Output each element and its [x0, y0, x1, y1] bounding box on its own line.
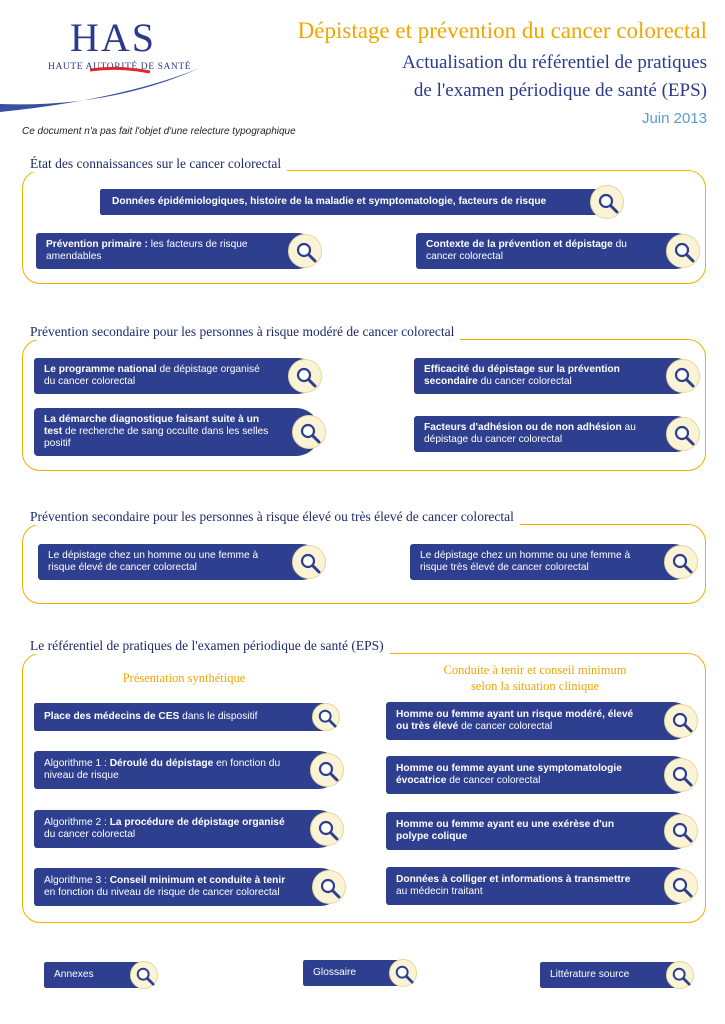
pill-label	[48, 550, 272, 574]
pill-epidemiology[interactable]	[100, 189, 618, 215]
pill-label-part: Le dépistage chez un homme ou une femme à risque très élevé de cancer colorectal	[420, 550, 631, 573]
magnifier-icon[interactable]	[590, 185, 624, 219]
pill-risk-situation[interactable]	[386, 702, 692, 740]
pill-label-part: Homme ou femme ayant un risque modéré, élevé ou très élevé	[396, 709, 634, 732]
pill-label-part: La démarche diagnostique faisant suite à un test	[44, 414, 260, 437]
source-literature-button[interactable]	[540, 962, 690, 988]
magnifier-icon[interactable]	[312, 870, 346, 904]
pill-adherence-factors[interactable]	[414, 416, 694, 452]
magnifier-icon[interactable]	[130, 961, 158, 989]
section-high-risk-title: Prévention secondaire pour les personnes à risque élevé ou très élevé de cancer colorectal	[24, 509, 520, 525]
magnifier-icon[interactable]	[312, 703, 340, 731]
column-right-title	[410, 662, 660, 694]
magnifier-icon[interactable]	[664, 704, 698, 738]
pill-label	[44, 758, 290, 782]
pill-polyp-excision[interactable]	[386, 812, 692, 850]
pill-symptomatology[interactable]	[386, 756, 692, 794]
pill-algorithm-3[interactable]	[34, 868, 340, 906]
page-title: Dépistage et prévention du cancer colorectal	[297, 18, 707, 43]
pill-label	[44, 364, 268, 388]
pill-diagnostic-approach[interactable]	[34, 408, 320, 456]
pill-high-risk-screening[interactable]	[38, 544, 320, 580]
pill-label-part: du cancer colorectal	[44, 829, 136, 840]
pill-label	[396, 763, 644, 787]
pill-label-part: de cancer colorectal	[458, 721, 553, 732]
pill-label-part: Facteurs d'adhésion ou de non adhésion	[424, 422, 622, 433]
logo-subtitle: HAUTE AUTORITÉ DE SANTÉ	[48, 62, 192, 72]
magnifier-icon[interactable]	[389, 959, 417, 987]
magnifier-icon[interactable]	[666, 234, 700, 268]
publication-date: Juin 2013	[641, 110, 707, 127]
pill-label	[112, 196, 570, 208]
pill-ces-doctors[interactable]	[34, 703, 336, 731]
magnifier-icon[interactable]	[288, 359, 322, 393]
pill-label	[396, 709, 644, 733]
pill-national-program[interactable]	[34, 358, 316, 394]
logo-letters: HAS	[70, 15, 157, 60]
pill-label	[396, 819, 644, 843]
pill-label	[313, 967, 365, 979]
pill-label-part: Littérature source	[550, 969, 630, 980]
pill-label	[550, 969, 642, 981]
magnifier-icon[interactable]	[664, 869, 698, 903]
pill-label-part: Place des médecins de CES	[44, 711, 180, 722]
pill-label	[44, 414, 272, 450]
pill-context[interactable]	[416, 233, 694, 269]
pill-label	[54, 969, 106, 981]
pill-label-part: en fonction du niveau de risque	[44, 758, 281, 781]
pill-label	[420, 550, 644, 574]
pill-label-part: Homme ou femme ayant eu une exérèse d'un polype colique	[396, 819, 615, 842]
annexes-button[interactable]	[44, 962, 154, 988]
page-subtitle-line2: de l'examen périodique de santé (EPS)	[413, 80, 707, 101]
pill-label-part: au dépistage du cancer colorectal	[424, 422, 636, 445]
pill-label-part: Algorithme 3 :	[44, 875, 110, 886]
pill-label-part: Déroulé du dépistage	[109, 758, 214, 769]
magnifier-icon[interactable]	[310, 753, 344, 787]
magnifier-icon[interactable]	[292, 415, 326, 449]
magnifier-icon[interactable]	[666, 359, 700, 393]
pill-label-part: Données à colliger et informations à transmettre	[396, 874, 631, 885]
magnifier-icon[interactable]	[666, 417, 700, 451]
section-eps-reference-title: Le référentiel de pratiques de l'examen périodique de santé (EPS)	[24, 638, 390, 654]
pill-label-part: de dépistage organisé du cancer colorectal	[44, 364, 260, 387]
pill-label-part: Efficacité du dépistage sur la prévention secondaire	[424, 364, 620, 387]
pill-label-part: de cancer colorectal	[446, 775, 541, 786]
pill-label-part: du cancer colorectal	[426, 239, 627, 262]
pill-label-part: du cancer colorectal	[477, 376, 572, 387]
glossary-button[interactable]	[303, 960, 413, 986]
pill-label	[44, 817, 290, 841]
pill-label-part: Glossaire	[313, 967, 357, 978]
pill-label	[424, 422, 646, 446]
pill-primary-prevention[interactable]	[36, 233, 316, 269]
column-right-title-line1: Conduite à tenir et conseil minimum	[443, 663, 627, 677]
pill-label-part: Le dépistage chez un homme ou une femme à risque élevé de cancer colorectal	[48, 550, 259, 573]
typography-note: Ce document n'a pas fait l'objet d'une relecture typographique	[22, 126, 296, 137]
pill-label-part: Données épidémiologiques, histoire de la maladie et symptomatologie, facteurs de risque	[112, 196, 547, 207]
magnifier-icon[interactable]	[664, 545, 698, 579]
pill-label	[426, 239, 646, 263]
pill-label-part: Prévention primaire :	[46, 239, 151, 250]
pill-label-part: La procédure de dépistage organisé	[109, 817, 285, 828]
pill-label	[44, 711, 288, 723]
pill-very-high-risk-screening[interactable]	[410, 544, 692, 580]
pill-label	[44, 875, 292, 899]
pill-label-part: Le programme national	[44, 364, 157, 375]
pill-label	[424, 364, 646, 388]
magnifier-icon[interactable]	[666, 961, 694, 989]
pill-label	[46, 239, 268, 263]
magnifier-icon[interactable]	[664, 814, 698, 848]
pill-label-part: les facteurs de risque amendables	[46, 239, 248, 262]
pill-label-part: dans le dispositif	[179, 711, 258, 722]
column-right-title-line2: selon la situation clinique	[470, 679, 600, 693]
pill-algorithm-2[interactable]	[34, 810, 338, 848]
section-knowledge-title: État des connaissances sur le cancer colorectal	[24, 156, 287, 172]
section-moderate-risk-title: Prévention secondaire pour les personnes à risque modéré de cancer colorectal	[24, 324, 460, 340]
pill-label-part: Algorithme 2 :	[44, 817, 110, 828]
magnifier-icon[interactable]	[288, 234, 322, 268]
pill-algorithm-1[interactable]	[34, 751, 338, 789]
pill-label-part: Annexes	[54, 969, 94, 980]
pill-label-part: Conseil minimum et conduite à tenir	[109, 875, 286, 886]
pill-label-part: Homme ou femme ayant une symptomatologie évocatrice	[396, 763, 622, 786]
column-left-title: Présentation synthétique	[122, 671, 246, 685]
pill-label-part: de recherche de sang occulte dans les selles positif	[44, 426, 269, 449]
page-subtitle-line1: Actualisation du référentiel de pratiques	[402, 52, 707, 73]
pill-label	[396, 874, 644, 898]
magnifier-icon[interactable]	[310, 812, 344, 846]
pill-label-part: Algorithme 1 :	[44, 758, 110, 769]
pill-label-part: Contexte de la prévention et dépistage	[426, 239, 613, 250]
logo-swoosh-icon	[0, 62, 200, 112]
magnifier-icon[interactable]	[664, 758, 698, 792]
pill-label-part: en fonction du niveau de risque de cancer colorectal	[44, 887, 280, 898]
pill-label-part: au médecin traitant	[396, 886, 483, 897]
pill-screening-efficacy[interactable]	[414, 358, 694, 394]
pill-data-to-collect[interactable]	[386, 867, 692, 905]
magnifier-icon[interactable]	[292, 545, 326, 579]
